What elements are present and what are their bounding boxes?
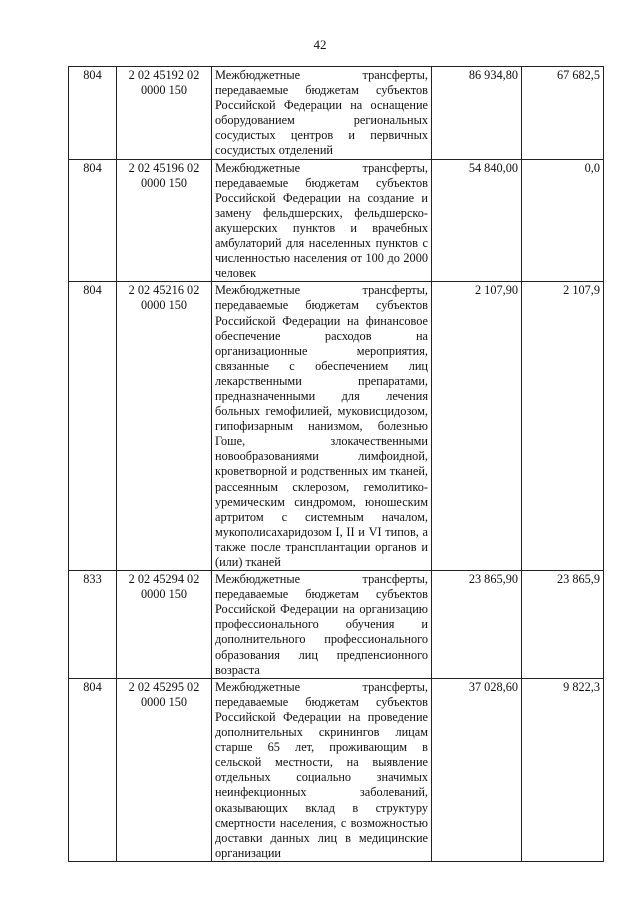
table-row xyxy=(69,571,604,679)
revenue-name-cell: Межбюджетные трансферты, передаваемые бюджетам субъектов Российской Федерации на проведение дополнительных скринингов лицам старше 65 лет, проживающим в сельской местности, на выявление отдельных социально значимых неинфекционных заболеваний, оказывающих вклад в структуру смертности населения, с возможностью доставки данных лиц в медицинские организации xyxy=(212,678,432,861)
budget-class-code-cell: 2 02 45192 02 0000 150 xyxy=(117,67,212,160)
amount-plan-cell: 2 107,90 xyxy=(432,282,522,571)
amount-plan-cell: 54 840,00 xyxy=(432,159,522,282)
amount-actual-cell: 23 865,9 xyxy=(522,571,604,679)
budget-class-code-cell: 2 02 45216 02 0000 150 xyxy=(117,282,212,571)
table-row xyxy=(69,159,604,282)
admin-code-cell: 804 xyxy=(69,67,117,160)
revenue-name-cell: Межбюджетные трансферты, передаваемые бюджетам субъектов Российской Федерации на организацию профессионального обучения и дополнительного профессионального образования лиц предпенсионного возраста xyxy=(212,571,432,679)
budget-class-code-cell: 2 02 45294 02 0000 150 xyxy=(117,571,212,679)
amount-actual-cell: 2 107,9 xyxy=(522,282,604,571)
budget-class-code-cell: 2 02 45196 02 0000 150 xyxy=(117,159,212,282)
table-row xyxy=(69,282,604,571)
amount-actual-cell: 0,0 xyxy=(522,159,604,282)
amount-actual-cell: 67 682,5 xyxy=(522,67,604,160)
amount-plan-cell: 86 934,80 xyxy=(432,67,522,160)
budget-class-code-cell: 2 02 45295 02 0000 150 xyxy=(117,678,212,861)
revenue-name-cell: Межбюджетные трансферты, передаваемые бюджетам субъектов Российской Федерации на оснащение оборудованием региональных сосудистых центров и первичных сосудистых отделений xyxy=(212,67,432,160)
table-row xyxy=(69,678,604,861)
admin-code-cell: 804 xyxy=(69,678,117,861)
admin-code-cell: 833 xyxy=(69,571,117,679)
amount-plan-cell: 23 865,90 xyxy=(432,571,522,679)
revenue-name-cell: Межбюджетные трансферты, передаваемые бюджетам субъектов Российской Федерации на финансовое обеспечение расходов на организационные мероприятия, связанные с обеспечением лиц лекарственными препаратами, предназначенными для лечения больных гемофилией, муковисцидозом, гипофизарным нанизмом, болезнью Гоше, злокачественными новообразованиями лимфоидной, кроветворной и родственных им тканей, рассеянным склерозом, гемолитико-уремическим синдромом, юношеским артритом с системным началом, мукополисахаридозом I, II и VI типов, а также после трансплантации органов и (или) тканей xyxy=(212,282,432,571)
admin-code-cell: 804 xyxy=(69,159,117,282)
amount-actual-cell: 9 822,3 xyxy=(522,678,604,861)
admin-code-cell: 804 xyxy=(69,282,117,571)
page-number: 42 xyxy=(313,37,327,52)
table-row xyxy=(69,67,604,160)
budget-table xyxy=(68,66,604,862)
amount-plan-cell: 37 028,60 xyxy=(432,678,522,861)
revenue-name-cell: Межбюджетные трансферты, передаваемые бюджетам субъектов Российской Федерации на создание и замену фельдшерских, фельдшерско-акушерских пунктов и врачебных амбулаторий для населенных пунктов с численностью населения от 100 до 2000 человек xyxy=(212,159,432,282)
